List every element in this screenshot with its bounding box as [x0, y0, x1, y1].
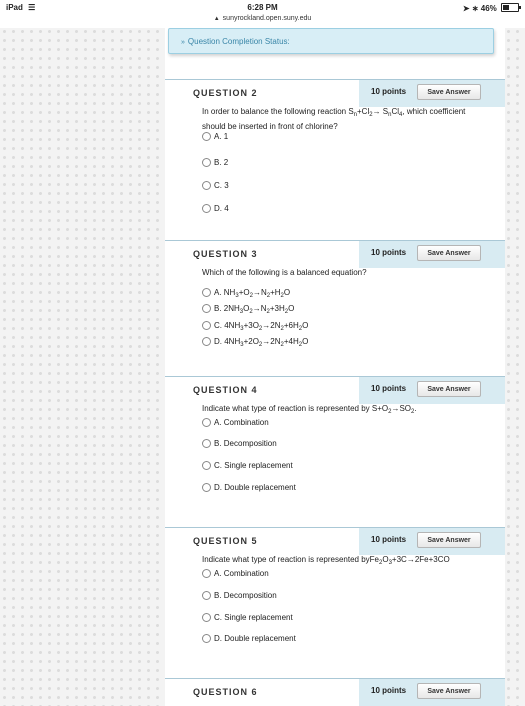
answer-option[interactable]: [202, 157, 228, 169]
option-label: B. Decomposition: [214, 591, 277, 600]
device-label: iPad: [6, 3, 23, 12]
question-title: QUESTION 6: [193, 687, 258, 697]
answer-option[interactable]: [202, 320, 308, 332]
option-label: C. $4NH_3+3O_2\to 2N_2+6H_2O$: [214, 321, 309, 332]
option-label: C. Single replacement: [214, 613, 293, 622]
question-text: Indicate what type of reaction is represented $byFe_2O_3+3C\to 2Fe+3CO$: [202, 555, 450, 566]
question-header: [165, 678, 505, 706]
save-answer-button[interactable]: Save Answer: [417, 532, 481, 548]
question-text: Indicate what type of reaction is represented by $S+O_2\to SO_2$.: [202, 404, 417, 415]
radio-button[interactable]: [202, 418, 211, 427]
answer-option[interactable]: [202, 590, 277, 602]
question-points: 10 points: [371, 248, 407, 257]
question-header: [165, 79, 505, 107]
radio-button[interactable]: [202, 613, 211, 622]
option-label: B. Decomposition: [214, 439, 277, 448]
radio-button[interactable]: [202, 304, 211, 313]
answer-option[interactable]: [202, 287, 290, 299]
option-label: C. Single replacement: [214, 461, 293, 470]
radio-button[interactable]: [202, 288, 211, 297]
question-points: 10 points: [371, 384, 407, 393]
battery-icon: [501, 3, 519, 12]
option-label: B. 2: [214, 158, 229, 167]
radio-button[interactable]: [202, 634, 211, 643]
question-points: 10 points: [371, 87, 407, 96]
option-label: D. Double replacement: [214, 483, 296, 492]
answer-option[interactable]: [202, 612, 293, 624]
completion-label: Question Completion Status:: [187, 37, 290, 46]
answer-option[interactable]: [202, 460, 293, 472]
url-text: sunyrockland.open.suny.edu: [222, 15, 312, 22]
save-answer-button[interactable]: Save Answer: [417, 84, 481, 100]
option-label: C. 3: [214, 181, 229, 190]
answer-option[interactable]: [202, 633, 296, 645]
option-label: A. $NH_3+O_2\to N_2+H_2O$: [214, 288, 291, 299]
answer-option[interactable]: [202, 336, 308, 348]
radio-button[interactable]: [202, 321, 211, 330]
option-label: D. Double replacement: [214, 634, 296, 643]
option-label: A. 1: [214, 132, 229, 141]
location-icon: ➤: [462, 4, 470, 13]
question-title: QUESTION 4: [193, 385, 258, 395]
answer-option[interactable]: [202, 180, 229, 192]
option-label: D. $4NH_3+2O_2\to 2N_2+4H_2O$: [214, 337, 309, 348]
question-points: 10 points: [371, 686, 407, 695]
radio-button[interactable]: [202, 204, 211, 213]
question-title: QUESTION 5: [193, 536, 258, 546]
radio-button[interactable]: [202, 569, 211, 578]
question-header: [165, 376, 505, 404]
radio-button[interactable]: [202, 591, 211, 600]
question-text: In order to balance the following reaction $S_n+Cl_2\to S_nCl_4$, which coefficient should be inserted in front of chlorine?: [202, 107, 466, 131]
question-points: 10 points: [371, 535, 407, 544]
status-right: [463, 3, 519, 13]
radio-button[interactable]: [202, 158, 211, 167]
wifi-icon: ☰: [28, 3, 36, 12]
question-header: [165, 527, 505, 555]
save-answer-button[interactable]: Save Answer: [417, 683, 481, 699]
status-bar: [0, 0, 525, 28]
url-bar[interactable]: [0, 15, 525, 22]
answer-option[interactable]: [202, 568, 269, 580]
completion-status[interactable]: [168, 28, 494, 54]
clock: 6:28 PM: [247, 3, 278, 12]
save-answer-button[interactable]: Save Answer: [417, 245, 481, 261]
question-title: QUESTION 2: [193, 88, 258, 98]
question-title: QUESTION 3: [193, 249, 258, 259]
radio-button[interactable]: [202, 132, 211, 141]
radio-button[interactable]: [202, 439, 211, 448]
lock-icon: ▲: [213, 16, 220, 22]
option-label: B. $2NH_3O_2\to N_2+3H_2O$: [214, 304, 295, 315]
answer-option[interactable]: [202, 203, 229, 215]
radio-button[interactable]: [202, 181, 211, 190]
question-text: Which of the following is a balanced equation?: [202, 268, 367, 277]
answer-option[interactable]: [202, 303, 294, 315]
option-label: D. 4: [214, 204, 229, 213]
battery-fill: [503, 5, 509, 10]
answer-option[interactable]: [202, 482, 296, 494]
radio-button[interactable]: [202, 461, 211, 470]
bluetooth-icon: ∗: [471, 4, 479, 13]
option-label: A. Combination: [214, 418, 269, 427]
save-answer-button[interactable]: Save Answer: [417, 381, 481, 397]
answer-option[interactable]: [202, 131, 228, 143]
radio-button[interactable]: [202, 337, 211, 346]
question-header: [165, 240, 505, 268]
radio-button[interactable]: [202, 483, 211, 492]
battery-percent: 46%: [480, 4, 497, 13]
collapse-chevron-icon: »: [181, 39, 185, 46]
answer-option[interactable]: [202, 417, 269, 429]
option-label: A. Combination: [214, 569, 269, 578]
answer-option[interactable]: [202, 438, 277, 450]
